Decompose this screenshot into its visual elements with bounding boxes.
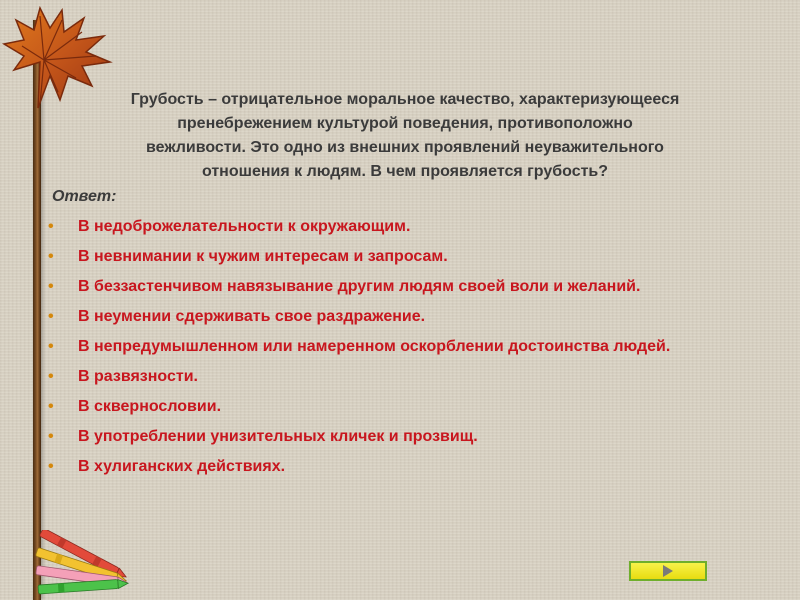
bullet-icon: • [48,458,54,475]
answer-text: В употреблении унизительных кличек и прозвищ. [78,428,478,445]
list-item [48,366,758,388]
list-item [48,306,758,328]
answer-text: В беззастенчивом навязывание другим людям своей воли и желаний. [78,278,641,295]
list-item [48,456,758,478]
bullet-icon: • [48,308,54,325]
answer-text: В непредумышленном или намеренном оскорблении достоинства людей. [78,338,671,355]
bullet-icon: • [48,398,54,415]
answer-list [48,216,758,486]
bullet-icon: • [48,218,54,235]
next-slide-button[interactable] [629,561,707,581]
bullet-icon: • [48,368,54,385]
question-line: пренебрежением культурой поведения, противоположно [177,115,633,132]
question-line: Грубость – отрицательное моральное качество, характеризующееся [130,91,680,108]
question-text [60,88,750,184]
bullet-icon: • [48,338,54,355]
question-line: вежливости. Это одно из внешних проявлений неуважительного [146,139,664,156]
answer-text: В хулиганских действиях. [78,458,286,475]
bullet-icon: • [48,248,54,265]
list-item [48,246,758,268]
answer-text: В развязности. [78,368,198,385]
bullet-icon: • [48,278,54,295]
list-item [48,336,758,358]
answer-text: В сквернословии. [78,398,222,415]
answer-text: В недоброжелательности к окружающим. [78,218,411,235]
list-item [48,216,758,238]
list-item [48,396,758,418]
crayons-icon [22,530,142,595]
bullet-icon: • [48,428,54,445]
list-item [48,426,758,448]
question-line: отношения к людям. В чем проявляется грубость? [201,163,609,180]
play-arrow-icon [663,565,673,577]
answer-text: В неумении сдерживать свое раздражение. [78,308,426,325]
answer-label: Ответ: [52,188,117,205]
answer-text: В невнимании к чужим интересам и запросам. [78,248,448,265]
list-item [48,276,758,298]
